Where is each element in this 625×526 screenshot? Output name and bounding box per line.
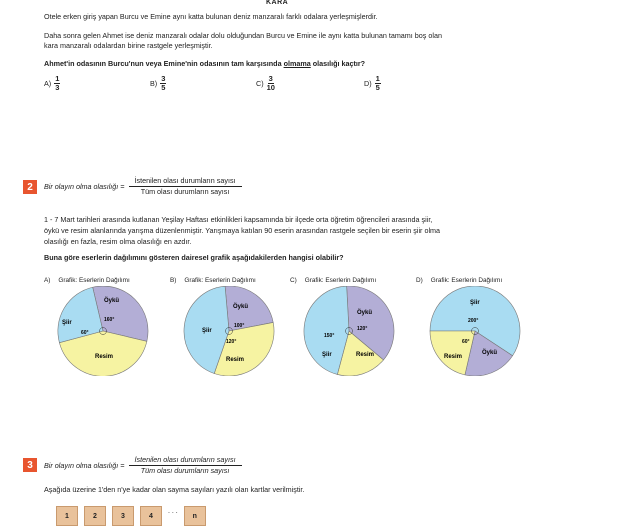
option-fraction [375, 75, 381, 92]
slice-label-siir: Şiir [62, 320, 72, 326]
chart-heading [170, 276, 290, 286]
q1-option-b[interactable] [150, 75, 166, 92]
option-label: C) [290, 277, 297, 284]
slice-label-siir: Şiir [202, 328, 212, 334]
q2-paragraph-1: 1 - 7 Mart tarihleri arasında kutlanan Yeşilay Haftası etkinlikleri kapsamında bir ilçede orta öğretim öğrencileri arasında şiir, [44, 215, 433, 224]
number-card: 4 [140, 506, 162, 526]
option-label: D) [416, 277, 423, 284]
formula-lhs: Bir olayın olma olasılığı = [44, 461, 125, 470]
pie-chart [428, 286, 528, 376]
pie-chart [56, 286, 156, 376]
slice-label-resim: Resim [95, 354, 114, 360]
number-card: 1 [56, 506, 78, 526]
slice-label-oyku: Öykü [357, 310, 373, 316]
pie-chart [182, 286, 282, 376]
formula-numerator: İstenilen olası durumların sayısı [129, 455, 242, 466]
option-fraction [54, 75, 60, 92]
formula-numerator: İstenilen olası durumların sayısı [129, 176, 242, 187]
number-card: 3 [112, 506, 134, 526]
q1-paragraph-2b: kara manzaralı odalardan birine rastgele yerleşmiştir. [44, 41, 213, 50]
slice-label-siir: Şiir [470, 300, 480, 306]
q1-question-underlined: olmama [283, 59, 311, 68]
formula-denominator: Tüm olası durumların sayısı [140, 187, 230, 196]
q2-question: Buna göre eserlerin dağılımını gösteren daireseI grafik aşağıdakilerden hangisi olabilir? [44, 253, 344, 262]
formula-lhs: Bir olayın olma olasılığı = [44, 182, 125, 191]
slice-label-siir: Şiir [322, 352, 332, 358]
option-label: B) [170, 277, 177, 284]
chart-option-b[interactable] [170, 276, 290, 376]
slice-label-oyku: Öykü [104, 298, 120, 304]
q1-paragraph-1: Otele erken giriş yapan Burcu ve Emine aynı katta bulunan deniz manzaralı farklı odalara yerleşmişlerdir. [44, 12, 378, 21]
chart-title: Grafik: Eserlerin Dağılımı [430, 277, 503, 284]
slice-angle-resim: 120° [226, 339, 237, 345]
fraction-denominator: 5 [375, 83, 380, 92]
fraction-numerator: 3 [161, 74, 166, 83]
chart-title: Grafik: Eserlerin Dağılımı [304, 277, 377, 284]
chart-title: Grafik: Eserlerin Dağılımı [184, 277, 256, 284]
fraction-denominator: 10 [266, 83, 275, 92]
option-label: C) [256, 79, 264, 88]
question-number-badge: 3 [23, 458, 37, 472]
slice-angle-resim: 60° [462, 339, 470, 345]
pie-chart [302, 286, 402, 376]
section-header: KARA [266, 0, 289, 6]
fraction-denominator: 3 [55, 83, 60, 92]
q2-paragraph-3: olasılığı en fazla, resim olma olasılığı en azdır. [44, 237, 192, 246]
slice-angle-siir: 150° [324, 333, 335, 339]
slice-label-resim: Resim [226, 357, 245, 363]
slice-angle-siir: 200° [468, 318, 479, 324]
chart-option-a[interactable] [44, 276, 164, 376]
slice-label-oyku: Öykü [482, 350, 498, 356]
q1-option-a[interactable] [44, 75, 60, 92]
chart-option-d[interactable] [416, 276, 536, 376]
option-label: D) [364, 79, 372, 88]
q2-paragraph-2: öykü ve resim alanlarında yarışma düzenlenmiştir. Yarışmaya katılan 90 eserin arasından rastgele seçilen bir eserin şiir olma [44, 226, 441, 235]
option-fraction [267, 75, 275, 92]
slice-angle-oyku: 100° [234, 323, 245, 329]
q1-question [44, 59, 365, 69]
question-number-badge: 2 [23, 180, 37, 194]
q3-paragraph-1: Aşağıda üzerine 1'den n'ye kadar olan sayma sayıları yazılı olan kartlar verilmiştir. [44, 485, 305, 494]
fraction-denominator: 5 [161, 83, 166, 92]
q1-option-c[interactable] [256, 75, 275, 92]
fraction-numerator: 1 [375, 74, 380, 83]
probability-formula [44, 176, 242, 197]
card-row [56, 506, 206, 526]
fraction-numerator: 3 [268, 74, 273, 83]
fraction-numerator: 1 [55, 74, 60, 83]
slice-angle-oyku: 120° [357, 326, 368, 332]
option-label: A) [44, 277, 51, 284]
chart-option-c[interactable] [290, 276, 410, 376]
option-fraction [160, 75, 166, 92]
number-card: 2 [84, 506, 106, 526]
slice-label-resim: Resim [356, 352, 375, 358]
q1-paragraph-2a: Daha sonra gelen Ahmet ise deniz manzaralı odalar dolu olduğundan Burcu ve Emine ile aynı katta bulunan tamamı boş olan [44, 31, 442, 40]
option-label: A) [44, 79, 52, 88]
q1-question-post: olasılığı kaçtır? [310, 59, 366, 68]
slice-label-oyku: Öykü [233, 304, 249, 310]
slice-angle-siir: 60° [81, 330, 89, 336]
formula-fraction [129, 176, 242, 197]
chart-heading [44, 276, 164, 286]
probability-formula [44, 455, 242, 476]
slice-label-resim: Resim [444, 354, 463, 360]
number-card: n [184, 506, 206, 526]
ellipsis: . . . [168, 507, 178, 515]
q1-question-pre: Ahmet'in odasının Burcu'nun veya Emine'nin odasının tam karşısında [44, 59, 284, 68]
chart-heading [290, 276, 410, 286]
formula-fraction [129, 455, 242, 476]
option-label: B) [150, 79, 158, 88]
formula-denominator: Tüm olası durumların sayısı [140, 466, 230, 475]
chart-heading [416, 276, 536, 286]
slice-angle-oyku: 160° [104, 317, 115, 323]
chart-title: Grafik: Eserlerin Dağılımı [58, 277, 130, 284]
q1-option-d[interactable] [364, 75, 381, 92]
